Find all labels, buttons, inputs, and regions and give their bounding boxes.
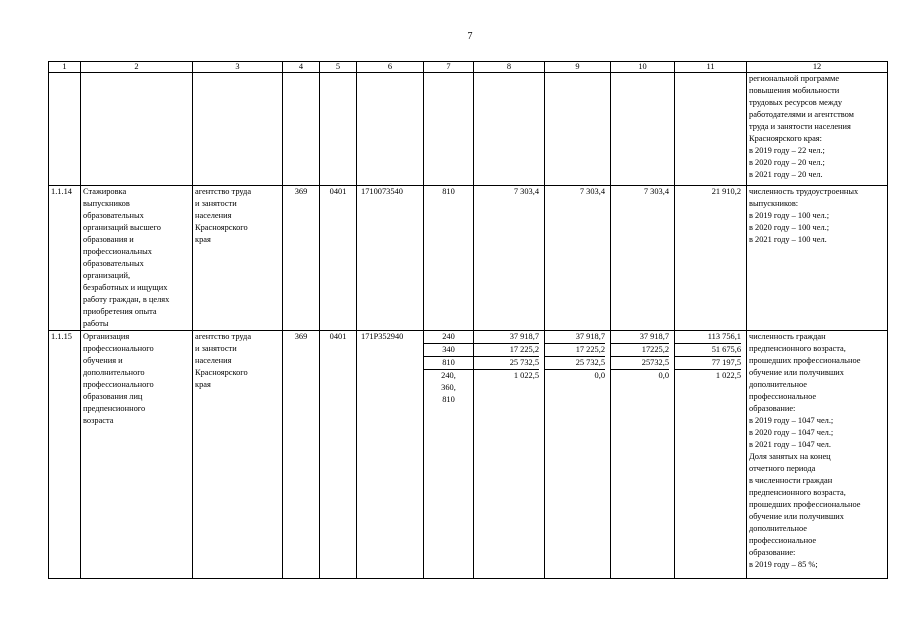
cell-2020: 7 303,4 xyxy=(545,186,611,331)
cell-2021 xyxy=(611,73,675,186)
sub-value: 25 732,5 xyxy=(474,357,539,370)
sub-value: 810 xyxy=(442,395,455,404)
text-line: дополнительное xyxy=(749,524,808,533)
cell-executor xyxy=(193,73,283,186)
text-line: предпенсионного возраста, xyxy=(749,488,846,497)
sub-value: 37 918,7 xyxy=(611,331,669,344)
sub-value: 25 732,5 xyxy=(545,357,605,370)
text-line: Красноярского xyxy=(195,223,248,232)
text-line: профессионального xyxy=(83,380,154,389)
cell-csr: 171P352940 xyxy=(357,331,424,579)
text-line: Доля занятых на конец xyxy=(749,452,831,461)
text-line: организаций высшего xyxy=(83,223,161,232)
col-header: 9 xyxy=(545,62,611,73)
text-line: отчетного периода xyxy=(749,464,816,473)
text-line: образовательных xyxy=(83,211,144,220)
text-line: профессиональное xyxy=(749,536,817,545)
text-line: обучения и xyxy=(83,356,123,365)
cell-2021 xyxy=(611,331,675,579)
text-line: образования лиц xyxy=(83,392,143,401)
text-line: повышения мобильности xyxy=(749,86,840,95)
text-line: безработных и ищущих xyxy=(83,283,168,292)
text-line: в 2020 году – 20 чел.; xyxy=(749,158,825,167)
text-line: труда и занятости населения xyxy=(749,122,851,131)
cell-total xyxy=(675,331,747,579)
text-line: населения xyxy=(195,356,232,365)
sub-value: 77 197,5 xyxy=(675,357,741,370)
text-line: выпускников xyxy=(83,199,130,208)
text-line: обучение или получивших xyxy=(749,368,844,377)
sub-value: 17225,2 xyxy=(611,344,669,357)
text-line: и занятости xyxy=(195,344,237,353)
text-line: предпенсионного возраста, xyxy=(749,344,846,353)
cell-rzpr: 0401 xyxy=(320,186,357,331)
text-line: образовательных xyxy=(83,259,144,268)
sub-value: 240 xyxy=(424,331,473,344)
cell-2020 xyxy=(545,73,611,186)
col-header: 2 xyxy=(81,62,193,73)
cell-result xyxy=(747,73,888,186)
col-header: 11 xyxy=(675,62,747,73)
col-header: 5 xyxy=(320,62,357,73)
text-line: Стажировка xyxy=(83,187,127,196)
sub-value: 340 xyxy=(424,344,473,357)
text-line: работу граждан, в целях xyxy=(83,295,170,304)
cell-2021: 7 303,4 xyxy=(611,186,675,331)
sub-value: 37 918,7 xyxy=(545,331,605,344)
sub-value: 37 918,7 xyxy=(474,331,539,344)
text-line: и занятости xyxy=(195,199,237,208)
text-line: в 2021 году – 20 чел. xyxy=(749,170,823,179)
col-header: 10 xyxy=(611,62,675,73)
text-line: организаций, xyxy=(83,271,131,280)
col-header: 12 xyxy=(747,62,888,73)
text-line: населения xyxy=(195,211,232,220)
text-line: края xyxy=(195,235,211,244)
cell-number: 1.1.15 xyxy=(49,331,81,579)
table-row xyxy=(49,186,888,331)
sub-value: 17 225,2 xyxy=(474,344,539,357)
cell-csr: 1710073540 xyxy=(357,186,424,331)
table-row xyxy=(49,331,888,579)
cell-vr xyxy=(424,73,474,186)
sub-value: 51 675,6 xyxy=(675,344,741,357)
sub-value: 0,0 xyxy=(594,371,605,380)
text-line: в 2019 году – 22 чел.; xyxy=(749,146,825,155)
cell-rzpr: 0401 xyxy=(320,331,357,579)
cell-rzpr xyxy=(320,73,357,186)
cell-vr xyxy=(424,331,474,579)
text-line: в 2019 году – 100 чел.; xyxy=(749,211,830,220)
text-line: численность граждан xyxy=(749,332,826,341)
col-header: 4 xyxy=(283,62,320,73)
text-line: в 2020 году – 100 чел.; xyxy=(749,223,830,232)
text-line: дополнительное xyxy=(749,380,808,389)
text-line: края xyxy=(195,380,211,389)
cell-2020 xyxy=(545,331,611,579)
text-line: профессиональное xyxy=(749,392,817,401)
cell-result xyxy=(747,186,888,331)
text-line: в 2021 году – 1047 чел. xyxy=(749,440,831,449)
text-line: работодателями и агентством xyxy=(749,110,854,119)
text-line: обучение или получивших xyxy=(749,512,844,521)
col-header: 3 xyxy=(193,62,283,73)
text-line: в численности граждан xyxy=(749,476,833,485)
sub-value: 1 022,5 xyxy=(715,371,741,380)
sub-value: 17 225,2 xyxy=(545,344,605,357)
column-number-row xyxy=(49,62,888,73)
text-line: в 2021 году – 100 чел. xyxy=(749,235,827,244)
text-line: выпускников: xyxy=(749,199,799,208)
cell-csr xyxy=(357,73,424,186)
cell-result xyxy=(747,331,888,579)
text-line: профессионального xyxy=(83,344,154,353)
text-line: возраста xyxy=(83,416,114,425)
text-line: приобретения опыта xyxy=(83,307,157,316)
text-line: работы xyxy=(83,319,109,328)
page-number: 7 xyxy=(467,31,473,42)
text-line: в 2020 году – 1047 чел.; xyxy=(749,428,834,437)
cell-2019 xyxy=(474,331,545,579)
text-line: агентство труда xyxy=(195,332,252,341)
sub-value: 0,0 xyxy=(658,371,669,380)
cell-2019: 7 303,4 xyxy=(474,186,545,331)
text-line: прошедших профессиональное xyxy=(749,500,861,509)
cell-total: 21 910,2 xyxy=(675,186,747,331)
col-header: 8 xyxy=(474,62,545,73)
cell-activity xyxy=(81,331,193,579)
sub-value: 360, xyxy=(441,383,456,392)
text-line: трудовых ресурсов между xyxy=(749,98,843,107)
cell-activity xyxy=(81,186,193,331)
col-header: 6 xyxy=(357,62,424,73)
text-line: образование: xyxy=(749,548,796,557)
program-table xyxy=(48,61,888,579)
text-line: Красноярского края: xyxy=(749,134,822,143)
text-line: в 2019 году – 85 %; xyxy=(749,560,818,569)
text-line: агентство труда xyxy=(195,187,252,196)
cell-grbs: 369 xyxy=(283,186,320,331)
cell-activity xyxy=(81,73,193,186)
text-line: в 2019 году – 1047 чел.; xyxy=(749,416,834,425)
text-line: численность трудоустроенных xyxy=(749,187,859,196)
cell-executor xyxy=(193,331,283,579)
text-line: образования и xyxy=(83,235,134,244)
sub-value: 810 xyxy=(424,357,473,370)
cell-number xyxy=(49,73,81,186)
text-line: региональной программе xyxy=(749,74,840,83)
text-line: Красноярского xyxy=(195,368,248,377)
col-header: 7 xyxy=(424,62,474,73)
text-line: Организация xyxy=(83,332,130,341)
col-header: 1 xyxy=(49,62,81,73)
cell-vr: 810 xyxy=(424,186,474,331)
table-row xyxy=(49,73,888,186)
cell-grbs: 369 xyxy=(283,331,320,579)
text-line: профессиональных xyxy=(83,247,152,256)
text-line: дополнительного xyxy=(83,368,145,377)
sub-value: 1 022,5 xyxy=(513,371,539,380)
cell-number: 1.1.14 xyxy=(49,186,81,331)
sub-value: 240, xyxy=(441,371,456,380)
text-line: образование: xyxy=(749,404,796,413)
cell-executor xyxy=(193,186,283,331)
sub-value: 25732,5 xyxy=(611,357,669,370)
text-line: прошедших профессиональное xyxy=(749,356,861,365)
text-line: предпенсионного xyxy=(83,404,146,413)
sub-value: 113 756,1 xyxy=(675,331,741,344)
cell-grbs xyxy=(283,73,320,186)
cell-2019 xyxy=(474,73,545,186)
cell-total xyxy=(675,73,747,186)
